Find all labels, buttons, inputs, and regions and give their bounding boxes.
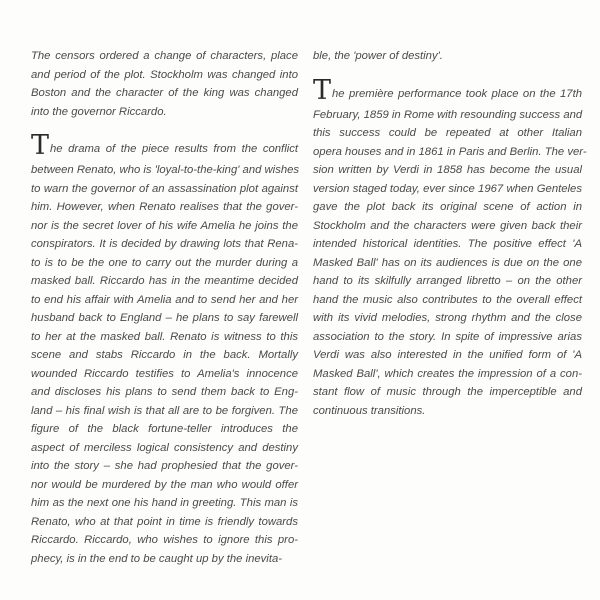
text-line bbox=[313, 180, 582, 199]
text-line bbox=[31, 365, 298, 384]
line-text: Stockholm and the characters were given back their bbox=[313, 219, 582, 232]
line-text: to her at the masked ball. Renato is witness to this bbox=[31, 330, 298, 343]
line-text: association to the story. In spite of impressive arias bbox=[313, 330, 582, 343]
text-line bbox=[31, 272, 298, 291]
text-line bbox=[313, 143, 587, 162]
line-text: version staged today, ever since 1967 when Genteles bbox=[313, 182, 582, 195]
right-column bbox=[313, 47, 587, 436]
line-text: continuous transitions. bbox=[313, 404, 426, 417]
text-line bbox=[313, 254, 582, 273]
line-text: February, 1859 in Rome with resounding success and bbox=[313, 108, 583, 121]
text-line bbox=[31, 254, 298, 273]
text-line bbox=[31, 550, 298, 569]
line-text: hand to its skilfully arranged libretto – on the other bbox=[313, 275, 582, 287]
text-line bbox=[313, 47, 582, 66]
paragraph bbox=[313, 47, 582, 66]
text-line bbox=[313, 124, 582, 143]
line-text: phecy, is in the end to be caught up by the inevita- bbox=[31, 552, 282, 565]
text-line bbox=[313, 74, 582, 106]
line-text: nor would be murdered by the man who would offer bbox=[31, 478, 298, 491]
line-text: land – his final wish is that all are to be forgiven. The bbox=[31, 404, 298, 417]
line-text: scene and stabs Riccardo in the back. Mortally bbox=[31, 349, 298, 361]
text-line bbox=[31, 309, 298, 328]
text-line bbox=[31, 383, 298, 402]
line-text: hand the music also contributes to the overall effect bbox=[313, 293, 582, 306]
text-line bbox=[31, 531, 298, 550]
line-text: intended historical identities. The positive effect 'A bbox=[313, 238, 582, 250]
line-text: with its vivid melodies, strong rhythm and the close bbox=[313, 312, 582, 324]
line-text: ble, the 'power of destiny'. bbox=[313, 50, 443, 62]
line-text: masked ball. Riccardo has in the meantime decided bbox=[31, 275, 298, 287]
line-text: Boston and the character of the king was changed bbox=[31, 87, 298, 99]
text-line bbox=[31, 494, 298, 513]
text-line bbox=[313, 198, 582, 217]
line-text: nor is the secret lover of his wife Amelia he joins the bbox=[31, 219, 298, 232]
line-text: he première performance took place on the 17th bbox=[332, 87, 582, 100]
text-line bbox=[31, 198, 298, 217]
text-line bbox=[313, 383, 582, 402]
text-line bbox=[31, 476, 298, 495]
text-line bbox=[313, 217, 582, 236]
text-line bbox=[31, 161, 298, 180]
line-text: into the story – she had prophesied that the gover- bbox=[31, 460, 298, 472]
text-line bbox=[313, 328, 582, 347]
text-line bbox=[313, 346, 582, 365]
paragraph bbox=[31, 130, 300, 568]
line-text: to end his affair with Amelia and to send her and her bbox=[31, 293, 298, 306]
line-text: this success could be repeated at other Italian bbox=[313, 127, 582, 139]
line-text: between Renato, who is 'loyal-to-the-king' and wishes bbox=[31, 164, 300, 176]
line-text: to warn the governor of an assassination plot against bbox=[31, 182, 298, 195]
line-text: to is to be the one to carry out the murder during a bbox=[31, 256, 298, 269]
line-text: stant flow of music through the imperceptible and bbox=[313, 386, 582, 398]
line-text: Masked Ball', which creates the impression of a con- bbox=[313, 367, 582, 380]
line-text: and discloses his plans to send them back to Eng- bbox=[31, 386, 298, 398]
text-line bbox=[31, 180, 298, 199]
text-line bbox=[313, 309, 582, 328]
left-column bbox=[31, 47, 298, 584]
line-text: wounded Riccardo testifies to Amelia's innocence bbox=[31, 367, 298, 380]
line-text: husband back to England – he plans to say farewell bbox=[31, 312, 298, 324]
line-text: gave the plot back its original scene of action in bbox=[313, 201, 582, 213]
line-text: Verdi was also interested in the unified form of 'A bbox=[313, 349, 582, 361]
text-line bbox=[31, 217, 298, 236]
line-text: aspect of merciless logical consistency and destiny bbox=[31, 441, 298, 454]
text-line bbox=[31, 439, 298, 458]
text-line bbox=[31, 420, 298, 439]
text-line bbox=[313, 365, 582, 384]
line-text: Masked Ball' has on its audiences is due on the one bbox=[313, 256, 582, 269]
paragraph bbox=[313, 74, 587, 421]
text-line bbox=[31, 402, 298, 421]
text-line bbox=[313, 402, 582, 421]
text-line bbox=[31, 130, 298, 161]
text-line bbox=[313, 106, 582, 125]
text-line bbox=[313, 291, 582, 310]
line-text: and period of the plot. Stockholm was changed into bbox=[31, 68, 298, 81]
line-text: opera houses and in 1861 in Paris and Berlin. The ver- bbox=[313, 145, 587, 158]
text-line bbox=[31, 47, 298, 66]
line-text: figure of the black fortune-teller introduces the bbox=[31, 423, 298, 435]
text-line bbox=[313, 161, 582, 180]
line-text: Riccardo. Riccardo, who wishes to ignore this pro- bbox=[31, 534, 298, 546]
text-line bbox=[31, 328, 298, 347]
text-line bbox=[31, 291, 298, 310]
drop-cap: T bbox=[313, 74, 332, 106]
line-text: Renato, who at that point in time is friendly towards bbox=[31, 515, 298, 528]
text-line bbox=[31, 513, 298, 532]
text-line bbox=[31, 84, 298, 103]
text-line bbox=[31, 346, 298, 365]
line-text: him as the next one his hand in greeting. This man is bbox=[31, 497, 298, 509]
line-text: into the governor Riccardo. bbox=[31, 105, 167, 118]
line-text: him. However, when Renato realises that the gover- bbox=[31, 201, 298, 213]
text-line bbox=[31, 103, 298, 122]
text-line bbox=[31, 235, 298, 254]
line-text: conspirators. It is decided by drawing lots that Rena- bbox=[31, 238, 298, 250]
drop-cap: T bbox=[31, 130, 50, 161]
line-text: The censors ordered a change of characters, place bbox=[31, 50, 298, 62]
line-text: sion written by Verdi in 1858 has become the usual bbox=[313, 164, 582, 176]
text-line bbox=[31, 66, 298, 85]
line-text: he drama of the piece results from the conflict bbox=[50, 143, 298, 155]
text-line bbox=[31, 457, 298, 476]
text-line bbox=[313, 235, 582, 254]
text-line bbox=[313, 272, 582, 291]
paragraph bbox=[31, 47, 298, 121]
